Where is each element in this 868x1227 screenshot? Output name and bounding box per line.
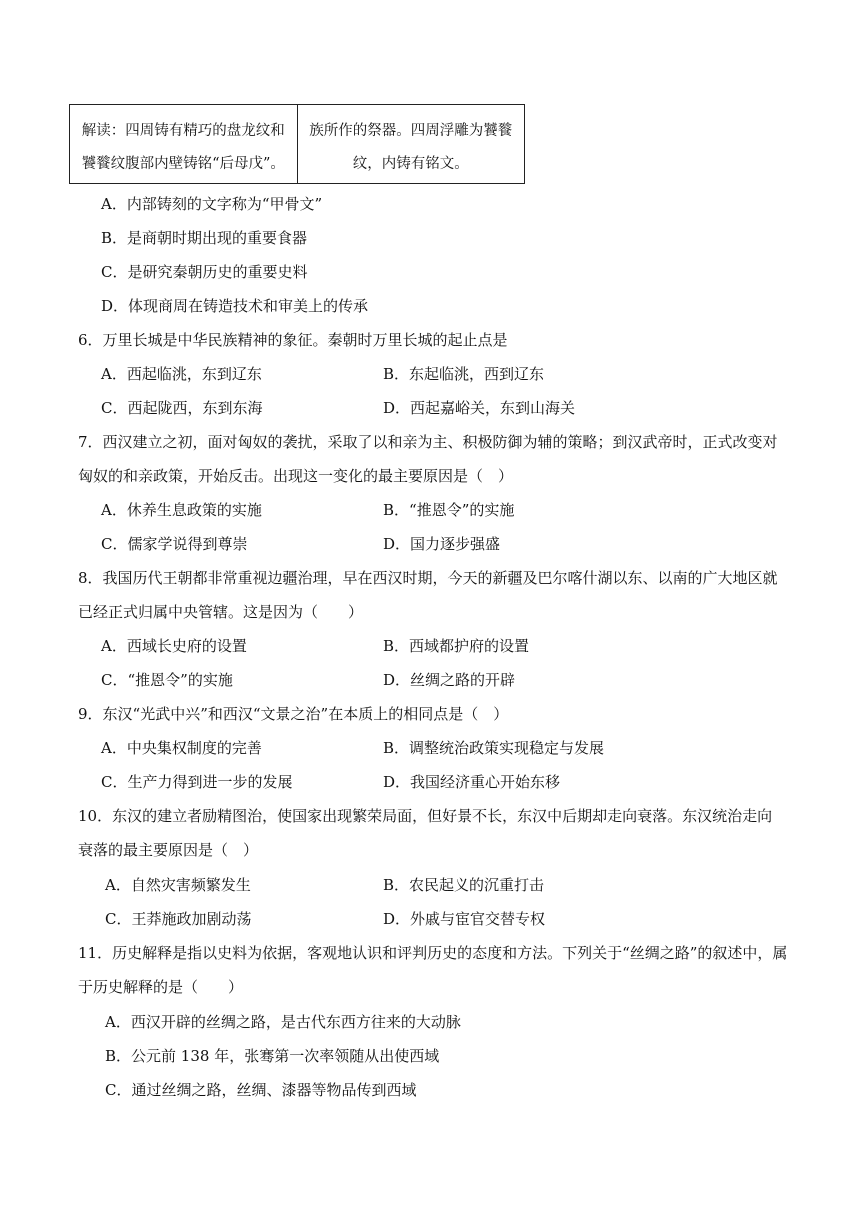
q5-option-d: D．体现商周在铸造技术和审美上的传承 <box>101 297 369 315</box>
q8-option-a: A．西域长史府的设置 <box>101 637 247 655</box>
q7-stem-line1: 7．西汉建立之初，面对匈奴的袭扰，采取了以和亲为主、积极防御为辅的策略；到汉武帝时，正式改变对 <box>78 433 778 451</box>
q7-option-a: A．休养生息政策的实施 <box>101 501 262 519</box>
q5-option-c: C．是研究秦朝历史的重要史料 <box>101 263 308 281</box>
info-table <box>69 104 525 184</box>
q7-option-b: B．“推恩令”的实施 <box>383 501 515 519</box>
q6-option-c: C．西起陇西，东到东海 <box>101 399 263 417</box>
q7-option-c: C．儒家学说得到尊崇 <box>101 535 248 553</box>
q5-option-a: A．内部铸刻的文字称为“甲骨文” <box>101 195 323 213</box>
q6-option-a: A．西起临洮，东到辽东 <box>101 365 262 383</box>
q8-stem-line2: 已经正式归属中央管辖。这是因为（ ） <box>78 603 364 621</box>
q9-option-b: B．调整统治政策实现稳定与发展 <box>383 739 605 757</box>
q10-option-a: A．自然灾害频繁发生 <box>105 876 251 894</box>
q8-option-d: D．丝绸之路的开辟 <box>383 671 516 689</box>
q10-option-d: D．外戚与宦官交替专权 <box>383 910 546 928</box>
q11-stem-line1: 11．历史解释是指以史料为依据，客观地认识和评判历史的态度和方法。下列关于“丝绸之路”的叙述中，属 <box>78 944 788 962</box>
q11-option-b: B．公元前 138 年，张骞第一次率领随从出使西域 <box>105 1047 440 1065</box>
q7-stem-line2: 匈奴的和亲政策，开始反击。出现这一变化的最主要原因是（ ） <box>78 467 514 485</box>
q11-option-c: C．通过丝绸之路，丝绸、漆器等物品传到西域 <box>105 1081 417 1099</box>
q8-option-b: B．西域都护府的设置 <box>383 637 530 655</box>
q9-option-a: A．中央集权制度的完善 <box>101 739 262 757</box>
q6-option-b: B．东起临洮，西到辽东 <box>383 365 545 383</box>
q11-option-a: A．西汉开辟的丝绸之路，是古代东西方往来的大动脉 <box>105 1013 461 1031</box>
q10-stem-line2: 衰落的最主要原因是（ ） <box>78 841 259 859</box>
table-cell-right: 族所作的祭器。四周浮雕为饕餮纹，内铸有铭文。 <box>309 123 513 172</box>
q10-option-c: C．王莽施政加剧动荡 <box>105 910 252 928</box>
table-cell-left: 解读：四周铸有精巧的盘龙纹和饕餮纹腹部内壁铸铭“后母戊”。 <box>70 105 298 183</box>
q9-option-d: D．我国经济重心开始东移 <box>383 773 561 791</box>
q8-option-c: C．“推恩令”的实施 <box>101 671 233 689</box>
q9-stem: 9．东汉“光武中兴”和西汉“文景之治”在本质上的相同点是（ ） <box>78 705 509 723</box>
q6-stem: 6．万里长城是中华民族精神的象征。秦朝时万里长城的起止点是 <box>78 331 508 349</box>
q7-option-d: D．国力逐步强盛 <box>383 535 501 553</box>
q11-stem-line2: 于历史解释的是（ ） <box>78 978 244 996</box>
q5-option-b: B．是商朝时期出现的重要食器 <box>101 229 308 247</box>
q10-option-b: B．农民起义的沉重打击 <box>383 876 545 894</box>
q8-stem-line1: 8．我国历代王朝都非常重视边疆治理，早在西汉时期，今天的新疆及巴尔喀什湖以东、以南的广大地区就 <box>78 569 778 587</box>
q9-option-c: C．生产力得到进一步的发展 <box>101 773 293 791</box>
q10-stem-line1: 10．东汉的建立者励精图治，使国家出现繁荣局面，但好景不长，东汉中后期却走向衰落。东汉统治走向 <box>78 807 773 825</box>
q6-option-d: D．西起嘉峪关，东到山海关 <box>383 399 576 417</box>
